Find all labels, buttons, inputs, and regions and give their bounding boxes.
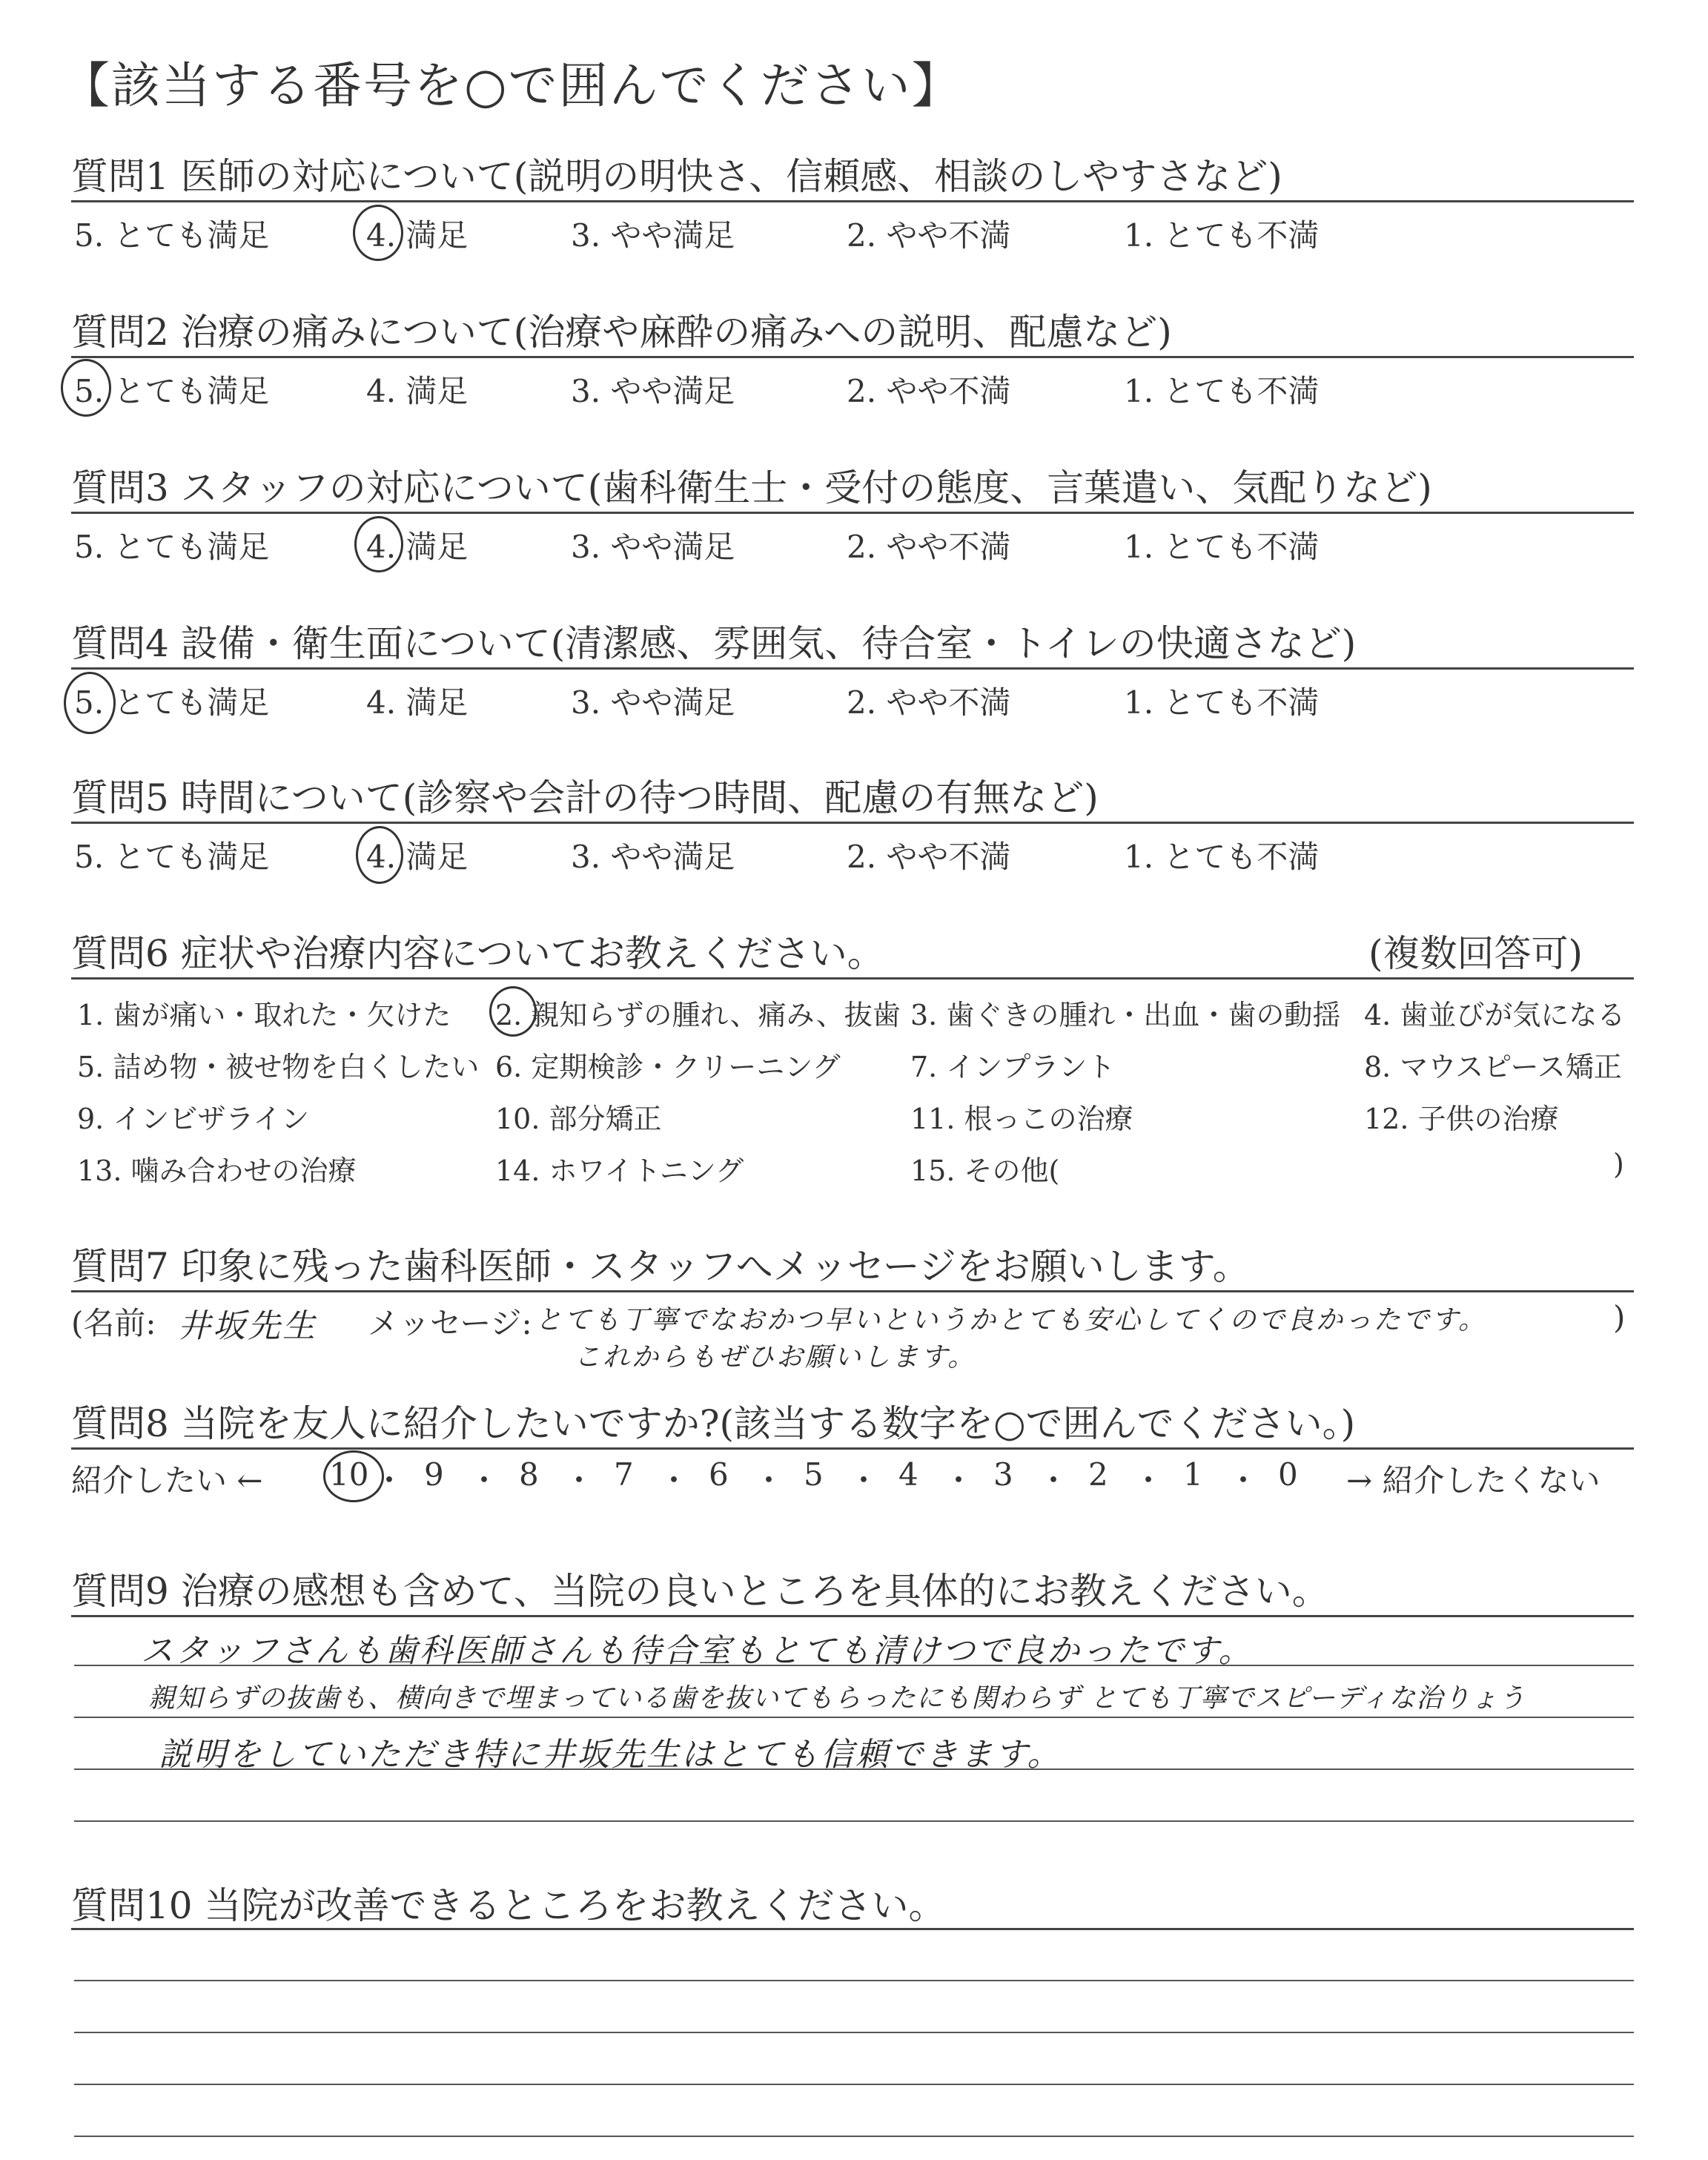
q2-option-2[interactable]: 2. やや不満 (847, 373, 1011, 409)
q4-title: 質問4 設備・衛生面について(清潔感、雰囲気、待合室・トイレの快適さなど) (71, 622, 1357, 665)
q8-separator-dot: ・ (469, 1462, 500, 1499)
q3-option-4[interactable]: 4. 満足 (366, 529, 469, 565)
q6-option-5[interactable]: 5. 詰め物・被せ物を白くしたい (77, 1051, 480, 1083)
q6-option-11[interactable]: 11. 根っこの治療 (910, 1103, 1133, 1135)
q5-option-2[interactable]: 2. やや不満 (847, 839, 1011, 875)
q5-option-5[interactable]: 5. とても満足 (74, 839, 270, 875)
q8-left-label: 紹介したい ← (71, 1462, 263, 1499)
q6-option-10[interactable]: 10. 部分矯正 (495, 1103, 662, 1135)
q8-number-8[interactable]: 8 (519, 1456, 539, 1493)
q8-separator-dot: ・ (374, 1462, 406, 1499)
q2-rule (71, 356, 1634, 358)
q9-answer-line-4 (74, 1820, 1634, 1822)
q7-name-label: (名前: (71, 1305, 156, 1341)
q6-selection-circle (489, 986, 537, 1037)
q3-rule (71, 512, 1634, 514)
q2-title: 質問2 治療の痛みについて(治療や麻酔の痛みへの説明、配慮など) (71, 311, 1172, 354)
q7-name-value[interactable]: 井坂先生 (178, 1307, 317, 1345)
q8-number-1[interactable]: 1 (1183, 1456, 1203, 1493)
q5-rule (71, 822, 1634, 824)
q1-title: 質問1 医師の対応について(説明の明快さ、信頼感、相談のしやすさなど) (71, 155, 1282, 198)
q8-number-6[interactable]: 6 (709, 1456, 729, 1493)
q10-answer-line-1 (74, 1980, 1634, 1981)
q9-answer-text-3[interactable]: 説明をしていただき特に井坂先生はとても信頼できます。 (159, 1736, 1062, 1774)
q6-option-1[interactable]: 1. 歯が痛い・取れた・欠けた (77, 999, 451, 1031)
q4-option-5[interactable]: 5. とても満足 (74, 684, 270, 721)
q8-number-9[interactable]: 9 (424, 1456, 444, 1493)
q6-option-13[interactable]: 13. 噛み合わせの治療 (77, 1155, 357, 1187)
q6-option-3[interactable]: 3. 歯ぐきの腫れ・出血・歯の動揺 (910, 999, 1341, 1031)
q6-option-4[interactable]: 4. 歯並びが気になる (1364, 999, 1626, 1031)
q8-separator-dot: ・ (563, 1462, 595, 1499)
q10-rule (71, 1928, 1634, 1930)
q10-answer-line-2 (74, 2032, 1634, 2033)
q7-rule (71, 1290, 1634, 1292)
q8-number-10[interactable]: 10 (329, 1456, 369, 1493)
q6-option-6[interactable]: 6. 定期検診・クリーニング (495, 1051, 841, 1083)
q8-right-label: → 紹介したくない (1346, 1462, 1601, 1499)
q8-separator-dot: ・ (753, 1462, 785, 1499)
q1-option-2[interactable]: 2. やや不満 (847, 217, 1011, 254)
q8-separator-dot: ・ (658, 1462, 690, 1499)
q6-option-9[interactable]: 9. インビザライン (77, 1103, 310, 1135)
q4-option-2[interactable]: 2. やや不満 (847, 684, 1011, 721)
q2-option-4[interactable]: 4. 満足 (366, 373, 469, 409)
q1-option-3[interactable]: 3. やや満足 (571, 217, 735, 254)
q8-separator-dot: ・ (1038, 1462, 1070, 1499)
q10-answer-line-3 (74, 2084, 1634, 2085)
q6-option-14[interactable]: 14. ホワイトニング (495, 1155, 744, 1187)
q2-selection-circle (61, 359, 111, 417)
q4-option-3[interactable]: 3. やや満足 (571, 684, 735, 721)
q2-option-5[interactable]: 5. とても満足 (74, 373, 270, 409)
q8-number-5[interactable]: 5 (804, 1456, 824, 1493)
q6-option-7[interactable]: 7. インプラント (910, 1051, 1116, 1083)
q3-selection-circle (354, 516, 403, 572)
q9-answer-text-1[interactable]: スタッフさんも歯科医師さんも待合室もとても清けつで良かったです。 (141, 1632, 1254, 1670)
q5-option-3[interactable]: 3. やや満足 (571, 839, 735, 875)
q5-selection-circle (356, 826, 403, 884)
q2-option-1[interactable]: 1. とても不満 (1124, 373, 1320, 409)
q6-option-8[interactable]: 8. マウスピース矯正 (1364, 1051, 1622, 1083)
q10-title: 質問10 当院が改善できるところをお教えください。 (71, 1884, 946, 1927)
q6-option-12[interactable]: 12. 子供の治療 (1364, 1103, 1559, 1135)
q4-option-1[interactable]: 1. とても不満 (1124, 684, 1320, 721)
q3-title: 質問3 スタッフの対応について(歯科衛生士・受付の態度、言葉遣い、気配りなど) (71, 466, 1432, 509)
q7-title: 質問7 印象に残った歯科医師・スタッフへメッセージをお願いします。 (71, 1245, 1250, 1288)
q9-answer-text-2[interactable]: 親知らずの抜歯も、横向きで埋まっている歯を抜いてもらったにも関わらず とても丁寧でスピーディな治りょう (148, 1683, 1526, 1714)
q6-note: (複数回答可) (1368, 932, 1583, 975)
q8-separator-dot: ・ (848, 1462, 880, 1499)
q7-message-line-1[interactable]: とても丁寧でなおかつ早いというかとても安心してくので良かったです。 (535, 1305, 1488, 1335)
q6-title: 質問6 症状や治療内容についてお教えください。 (71, 932, 884, 975)
q6-option-15[interactable]: 15. その他( (910, 1155, 1060, 1187)
q8-number-7[interactable]: 7 (614, 1456, 634, 1493)
q8-number-4[interactable]: 4 (898, 1456, 918, 1493)
q8-number-0[interactable]: 0 (1278, 1456, 1298, 1493)
q6-option-15-close: ) (1613, 1148, 1624, 1180)
q9-answer-line-2 (74, 1717, 1634, 1718)
q5-option-4[interactable]: 4. 満足 (366, 839, 469, 875)
q4-rule (71, 667, 1634, 670)
q5-title: 質問5 時間について(診察や会計の待つ時間、配慮の有無など) (71, 776, 1099, 819)
page-header: 【該当する番号を○で囲んでください】 (61, 57, 962, 114)
q8-selection-circle (323, 1450, 384, 1502)
q10-answer-line-4 (74, 2136, 1634, 2137)
q1-option-5[interactable]: 5. とても満足 (74, 217, 270, 254)
q9-rule (71, 1615, 1634, 1617)
q8-separator-dot: ・ (1228, 1462, 1260, 1499)
q1-option-1[interactable]: 1. とても不満 (1124, 217, 1320, 254)
q8-separator-dot: ・ (943, 1462, 975, 1499)
q8-rule (71, 1447, 1634, 1450)
q1-selection-circle (353, 205, 403, 261)
q8-title: 質問8 当院を友人に紹介したいですか?(該当する数字を○で囲んでください。) (71, 1402, 1356, 1445)
q5-option-1[interactable]: 1. とても不満 (1124, 839, 1320, 875)
q8-scale (329, 1456, 1315, 1498)
q2-option-3[interactable]: 3. やや満足 (571, 373, 735, 409)
q7-message-line-2[interactable]: これからもぜひお願いします。 (574, 1342, 977, 1373)
q3-option-3[interactable]: 3. やや満足 (571, 529, 735, 565)
q8-number-2[interactable]: 2 (1088, 1456, 1108, 1493)
q4-option-4[interactable]: 4. 満足 (366, 684, 469, 721)
q9-title: 質問9 治療の感想も含めて、当院の良いところを具体的にお教えください。 (71, 1570, 1329, 1613)
q6-option-2[interactable]: 2. 親知らずの腫れ、痛み、抜歯 (495, 999, 901, 1031)
q3-option-2[interactable]: 2. やや不満 (847, 529, 1011, 565)
q4-selection-circle (64, 672, 116, 734)
q3-option-1[interactable]: 1. とても不満 (1124, 529, 1320, 565)
q7-close-paren: ) (1613, 1299, 1626, 1335)
q7-message-label: メッセージ: (368, 1305, 532, 1341)
q1-rule (71, 200, 1634, 202)
q3-option-5[interactable]: 5. とても満足 (74, 529, 270, 565)
q8-number-3[interactable]: 3 (993, 1456, 1013, 1493)
q8-separator-dot: ・ (1133, 1462, 1165, 1499)
q1-option-4[interactable]: 4. 満足 (366, 217, 469, 254)
q6-rule (71, 977, 1634, 980)
